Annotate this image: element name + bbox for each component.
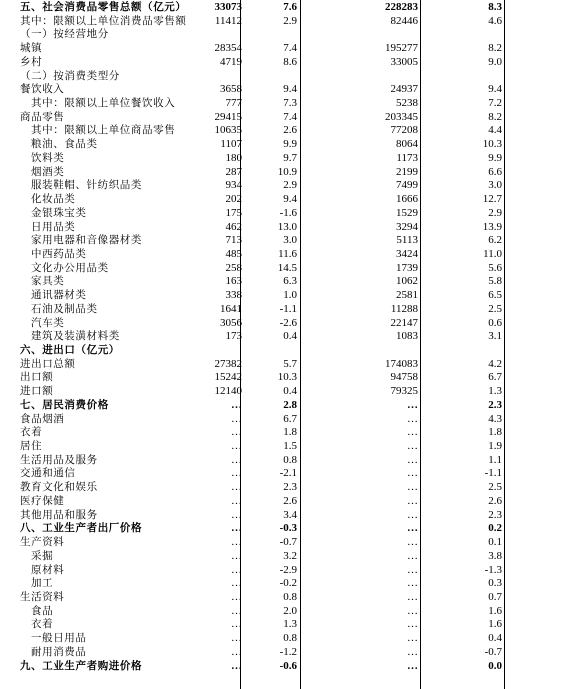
table-row (0, 221, 562, 235)
cumulative-growth: 2.3 (488, 398, 502, 411)
table-row (0, 509, 562, 523)
table-row (0, 97, 562, 111)
row-label: 五、社会消费品零售总额（亿元） (20, 1, 187, 13)
cumulative-value: 79325 (390, 385, 418, 398)
row-label: 其他用品和服务 (20, 508, 98, 521)
cumulative-growth: 2.5 (488, 481, 502, 494)
row-label: 医疗保健 (20, 494, 65, 507)
cumulative-value: 3424 (396, 247, 418, 260)
current-growth: 14.5 (277, 261, 297, 274)
cumulative-growth: 6.7 (488, 371, 502, 384)
current-growth: 0.8 (283, 453, 297, 466)
current-growth: 9.4 (283, 193, 297, 206)
cumulative-value: 174083 (385, 357, 418, 370)
row-label: 生活资料 (20, 590, 65, 603)
row-label: 乡村 (20, 55, 43, 68)
table-row (0, 275, 562, 289)
cumulative-growth: 3.0 (488, 179, 502, 192)
table-row (0, 564, 562, 578)
cumulative-growth: 1.9 (488, 440, 502, 453)
table-row (0, 618, 562, 632)
row-label: 生产资料 (20, 536, 65, 549)
current-value: 4719 (220, 55, 242, 68)
current-value: … (231, 453, 242, 466)
cumulative-growth: 2.6 (488, 494, 502, 507)
cumulative-growth: 13.9 (482, 220, 502, 233)
current-growth: 2.6 (283, 494, 297, 507)
current-growth: 2.9 (283, 179, 297, 192)
cumulative-value: … (407, 412, 418, 425)
current-growth: -0.2 (279, 577, 297, 590)
current-value: … (231, 398, 242, 411)
cumulative-value: 1739 (396, 261, 418, 274)
cumulative-growth: 2.9 (488, 206, 502, 219)
current-value: 33073 (214, 1, 242, 13)
current-value: … (231, 577, 242, 590)
cumulative-value: 33005 (390, 55, 418, 68)
cumulative-growth: 4.2 (488, 357, 502, 370)
table-row (0, 577, 562, 591)
current-growth: 0.4 (283, 385, 297, 398)
cumulative-growth: 3.1 (488, 330, 502, 343)
cumulative-growth: 0.2 (488, 522, 502, 535)
current-value: 15242 (214, 371, 242, 384)
current-value: 28354 (214, 42, 242, 55)
cumulative-value: 203345 (385, 110, 418, 123)
row-label: 石油及制品类 (31, 302, 98, 315)
table-row (0, 385, 562, 399)
cumulative-value: 1083 (396, 330, 418, 343)
cumulative-growth: 0.1 (488, 536, 502, 549)
cumulative-growth: 2.5 (488, 302, 502, 315)
table-row (0, 124, 562, 138)
cumulative-value: … (407, 590, 418, 603)
cumulative-value: 7499 (396, 179, 418, 192)
cumulative-value: 5113 (396, 234, 418, 247)
cumulative-value: 2199 (396, 165, 418, 178)
current-growth: 2.3 (283, 481, 297, 494)
current-value: 1107 (220, 138, 242, 151)
cumulative-growth: 3.8 (488, 549, 502, 562)
cumulative-value: 1529 (396, 206, 418, 219)
table-row (0, 193, 562, 207)
current-growth: 1.8 (283, 426, 297, 439)
current-growth: 0.8 (283, 632, 297, 645)
current-value: 485 (225, 247, 242, 260)
table-row (0, 330, 562, 344)
current-growth: 1.0 (283, 289, 297, 302)
row-label: 八、工业生产者出厂价格 (20, 522, 143, 535)
current-growth: 2.0 (283, 604, 297, 617)
row-label: 其中：限额以上单位消费品零售额 (20, 14, 187, 27)
table-row (0, 1, 562, 15)
current-growth: 9.7 (283, 151, 297, 164)
current-growth: 11.6 (278, 247, 297, 260)
row-label: 耐用消费品 (31, 645, 87, 658)
current-value: … (231, 632, 242, 645)
cumulative-growth: -1.3 (484, 563, 502, 576)
cumulative-value: … (407, 645, 418, 658)
cumulative-value: … (407, 494, 418, 507)
table-row (0, 179, 562, 193)
current-growth: 3.0 (283, 234, 297, 247)
current-growth: -2.9 (279, 563, 297, 576)
cumulative-value: 195277 (385, 42, 418, 55)
current-value: … (231, 467, 242, 480)
row-label: 衣着 (20, 426, 43, 439)
row-label: 加工 (31, 577, 54, 590)
row-label: 商品零售 (20, 110, 65, 123)
current-value: 27382 (214, 357, 242, 370)
table-row (0, 454, 562, 468)
row-label: 居住 (20, 440, 43, 453)
current-growth: 9.9 (283, 138, 297, 151)
table-row (0, 632, 562, 646)
current-growth: 6.7 (283, 412, 297, 425)
row-label: 衣着 (31, 618, 54, 631)
current-value: … (231, 563, 242, 576)
current-value: 258 (225, 261, 242, 274)
table-row (0, 467, 562, 481)
cumulative-growth: 8.2 (488, 110, 502, 123)
cumulative-growth: 2.3 (488, 508, 502, 521)
cumulative-growth: 9.0 (488, 55, 502, 68)
row-label: 其中：限额以上单位餐饮收入 (31, 97, 176, 110)
cumulative-value: … (407, 563, 418, 576)
table-row (0, 399, 562, 413)
row-label: 交通和通信 (20, 467, 76, 480)
cumulative-value: … (407, 659, 418, 672)
cumulative-value: … (407, 398, 418, 411)
current-growth: 2.9 (283, 14, 297, 27)
cumulative-value: 1666 (396, 193, 418, 206)
current-value: … (231, 481, 242, 494)
cumulative-growth: 6.5 (488, 289, 502, 302)
table-row (0, 591, 562, 605)
current-growth: 10.9 (277, 165, 297, 178)
current-growth: 6.3 (283, 275, 297, 288)
table-row (0, 248, 562, 262)
row-label: 日用品类 (31, 220, 76, 233)
cumulative-value: … (407, 467, 418, 480)
current-value: … (231, 412, 242, 425)
row-label: 家具类 (31, 275, 65, 288)
table-row (0, 550, 562, 564)
row-label: 进出口总额 (20, 357, 76, 370)
cumulative-value: 1062 (396, 275, 418, 288)
cumulative-value: … (407, 618, 418, 631)
current-value: … (231, 440, 242, 453)
cumulative-growth: 0.4 (488, 632, 502, 645)
row-label: 教育文化和娱乐 (20, 481, 98, 494)
cumulative-growth: 11.0 (483, 247, 502, 260)
current-growth: -1.2 (279, 645, 297, 658)
cumulative-value: 24937 (390, 83, 418, 96)
cumulative-value: 228283 (385, 1, 418, 13)
cumulative-growth: 10.3 (482, 138, 502, 151)
cumulative-value: … (407, 508, 418, 521)
current-value: … (231, 494, 242, 507)
row-label: 原材料 (31, 563, 65, 576)
row-label: 其中：限额以上单位商品零售 (31, 124, 176, 137)
cumulative-value: … (407, 453, 418, 466)
table-row (0, 303, 562, 317)
table-row (0, 317, 562, 331)
table-row (0, 166, 562, 180)
table-row (0, 646, 562, 660)
row-label: 粮油、食品类 (31, 138, 98, 151)
cumulative-growth: 4.6 (488, 14, 502, 27)
row-label: 九、工业生产者购进价格 (20, 659, 143, 672)
current-growth: 3.4 (283, 508, 297, 521)
row-label: 金银珠宝类 (31, 206, 87, 219)
row-label: 一般日用品 (31, 632, 87, 645)
row-label: 中西药品类 (31, 247, 87, 260)
current-value: 173 (225, 330, 242, 343)
cumulative-growth: 0.3 (488, 577, 502, 590)
cumulative-value: … (407, 549, 418, 562)
row-label: 饮料类 (31, 151, 65, 164)
current-value: 462 (225, 220, 242, 233)
current-growth: 1.3 (283, 618, 297, 631)
table-row (0, 289, 562, 303)
cumulative-growth: -1.1 (484, 467, 502, 480)
table-row (0, 56, 562, 70)
table-row (0, 15, 562, 29)
table-row (0, 495, 562, 509)
current-growth: -1.1 (279, 302, 297, 315)
table-row (0, 83, 562, 97)
table-row (0, 371, 562, 385)
table-row (0, 42, 562, 56)
cumulative-growth: 1.6 (488, 618, 502, 631)
table-row (0, 522, 562, 536)
table-row (0, 426, 562, 440)
current-growth: -2.1 (279, 467, 297, 480)
current-value: 3658 (220, 83, 242, 96)
current-value: 713 (225, 234, 242, 247)
current-growth: 7.4 (283, 42, 297, 55)
cumulative-value: 5238 (396, 97, 418, 110)
current-growth: -0.7 (279, 536, 297, 549)
row-label: （一）按经营地分 (20, 28, 109, 41)
row-label: 七、居民消费价格 (20, 398, 109, 411)
current-value: 777 (225, 97, 242, 110)
current-value: 175 (225, 206, 242, 219)
cumulative-value: 22147 (390, 316, 418, 329)
current-growth: 7.4 (283, 110, 297, 123)
current-growth: 7.6 (283, 1, 297, 13)
cumulative-value: … (407, 481, 418, 494)
row-label: 烟酒类 (31, 165, 65, 178)
row-label: 生活用品及服务 (20, 453, 98, 466)
cumulative-value: 8064 (396, 138, 418, 151)
cumulative-growth: 0.7 (488, 590, 502, 603)
cumulative-growth: 0.6 (488, 316, 502, 329)
cumulative-value: … (407, 604, 418, 617)
current-value: 934 (225, 179, 242, 192)
current-growth: -1.6 (279, 206, 297, 219)
table-row (0, 413, 562, 427)
cumulative-value: 2581 (396, 289, 418, 302)
row-label: 出口额 (20, 371, 54, 384)
table-row (0, 28, 562, 42)
current-growth: 8.6 (283, 55, 297, 68)
cumulative-value: 77208 (390, 124, 418, 137)
current-growth: 2.6 (283, 124, 297, 137)
current-growth: -0.6 (279, 659, 297, 672)
current-value: 12140 (214, 385, 242, 398)
current-value: 180 (225, 151, 242, 164)
row-label: 六、进出口（亿元） (20, 344, 120, 356)
row-label: 进口额 (20, 385, 54, 398)
current-value: 287 (225, 165, 242, 178)
table-row (0, 358, 562, 372)
current-growth: 7.3 (283, 97, 297, 110)
current-value: … (231, 549, 242, 562)
cumulative-value: 94758 (390, 371, 418, 384)
current-value: … (231, 536, 242, 549)
current-value: 29415 (214, 110, 242, 123)
cumulative-value: 11288 (390, 302, 418, 315)
current-growth: 10.3 (277, 371, 297, 384)
cumulative-growth: 6.2 (488, 234, 502, 247)
cumulative-growth: 6.6 (488, 165, 502, 178)
cumulative-growth: -0.7 (484, 645, 502, 658)
row-label: 采掘 (31, 549, 54, 562)
current-growth: 9.4 (283, 83, 297, 96)
cumulative-growth: 0.0 (488, 659, 502, 672)
row-label: 文化办公用品类 (31, 261, 109, 274)
table-row (0, 481, 562, 495)
cumulative-value: … (407, 632, 418, 645)
current-growth: 3.2 (283, 549, 297, 562)
current-growth: 0.4 (283, 330, 297, 343)
row-label: 服装鞋帽、针纺织品类 (31, 179, 142, 192)
cumulative-growth: 4.4 (488, 124, 502, 137)
cumulative-growth: 12.7 (482, 193, 502, 206)
cumulative-growth: 5.6 (488, 261, 502, 274)
table-row (0, 262, 562, 276)
row-label: （二）按消费类型分 (20, 69, 120, 82)
table-row (0, 70, 562, 84)
current-value: … (231, 645, 242, 658)
cumulative-value: … (407, 440, 418, 453)
row-label: 餐饮收入 (20, 83, 65, 96)
current-value: 10635 (214, 124, 242, 137)
row-label: 通讯器材类 (31, 289, 87, 302)
cumulative-value: 3294 (396, 220, 418, 233)
cumulative-value: … (407, 577, 418, 590)
table-row (0, 536, 562, 550)
table-row (0, 440, 562, 454)
current-growth: 2.8 (283, 398, 297, 411)
row-label: 城镇 (20, 42, 43, 55)
cumulative-growth: 1.8 (488, 426, 502, 439)
current-value: 3056 (220, 316, 242, 329)
current-value: … (231, 522, 242, 535)
row-label: 家用电器和音像器材类 (31, 234, 142, 247)
table-row (0, 605, 562, 619)
current-value: 202 (225, 193, 242, 206)
cumulative-value: 1173 (396, 151, 418, 164)
current-growth: 0.8 (283, 590, 297, 603)
cumulative-growth: 8.2 (488, 42, 502, 55)
current-value: … (231, 618, 242, 631)
cumulative-growth: 7.2 (488, 97, 502, 110)
current-value: … (231, 604, 242, 617)
current-growth: -2.6 (279, 316, 297, 329)
cumulative-growth: 9.4 (488, 83, 502, 96)
table-row (0, 138, 562, 152)
current-value: … (231, 659, 242, 672)
current-value: … (231, 426, 242, 439)
current-growth: -0.3 (279, 522, 297, 535)
table-row (0, 344, 562, 358)
current-value: 11412 (214, 14, 242, 27)
current-value: 1641 (220, 302, 242, 315)
cumulative-value: 82446 (390, 14, 418, 27)
current-growth: 5.7 (283, 357, 297, 370)
row-label: 食品 (31, 604, 54, 617)
current-growth: 1.5 (283, 440, 297, 453)
cumulative-growth: 1.6 (488, 604, 502, 617)
current-growth: 13.0 (277, 220, 297, 233)
table-row (0, 207, 562, 221)
cumulative-growth: 1.3 (488, 385, 502, 398)
cumulative-value: … (407, 536, 418, 549)
cumulative-growth: 5.8 (488, 275, 502, 288)
cumulative-growth: 8.3 (488, 1, 502, 13)
cumulative-growth: 9.9 (488, 151, 502, 164)
table-row (0, 660, 562, 674)
table-row (0, 152, 562, 166)
cumulative-growth: 1.1 (488, 453, 502, 466)
cumulative-value: … (407, 426, 418, 439)
row-label: 食品烟酒 (20, 412, 65, 425)
current-value: 163 (225, 275, 242, 288)
table-row (0, 234, 562, 248)
row-label: 建筑及装潢材料类 (31, 330, 120, 343)
table-row (0, 111, 562, 125)
current-value: … (231, 590, 242, 603)
cumulative-value: … (407, 522, 418, 535)
row-label: 汽车类 (31, 316, 65, 329)
row-label: 化妆品类 (31, 193, 76, 206)
current-value: … (231, 508, 242, 521)
cumulative-growth: 4.3 (488, 412, 502, 425)
current-value: 338 (225, 289, 242, 302)
